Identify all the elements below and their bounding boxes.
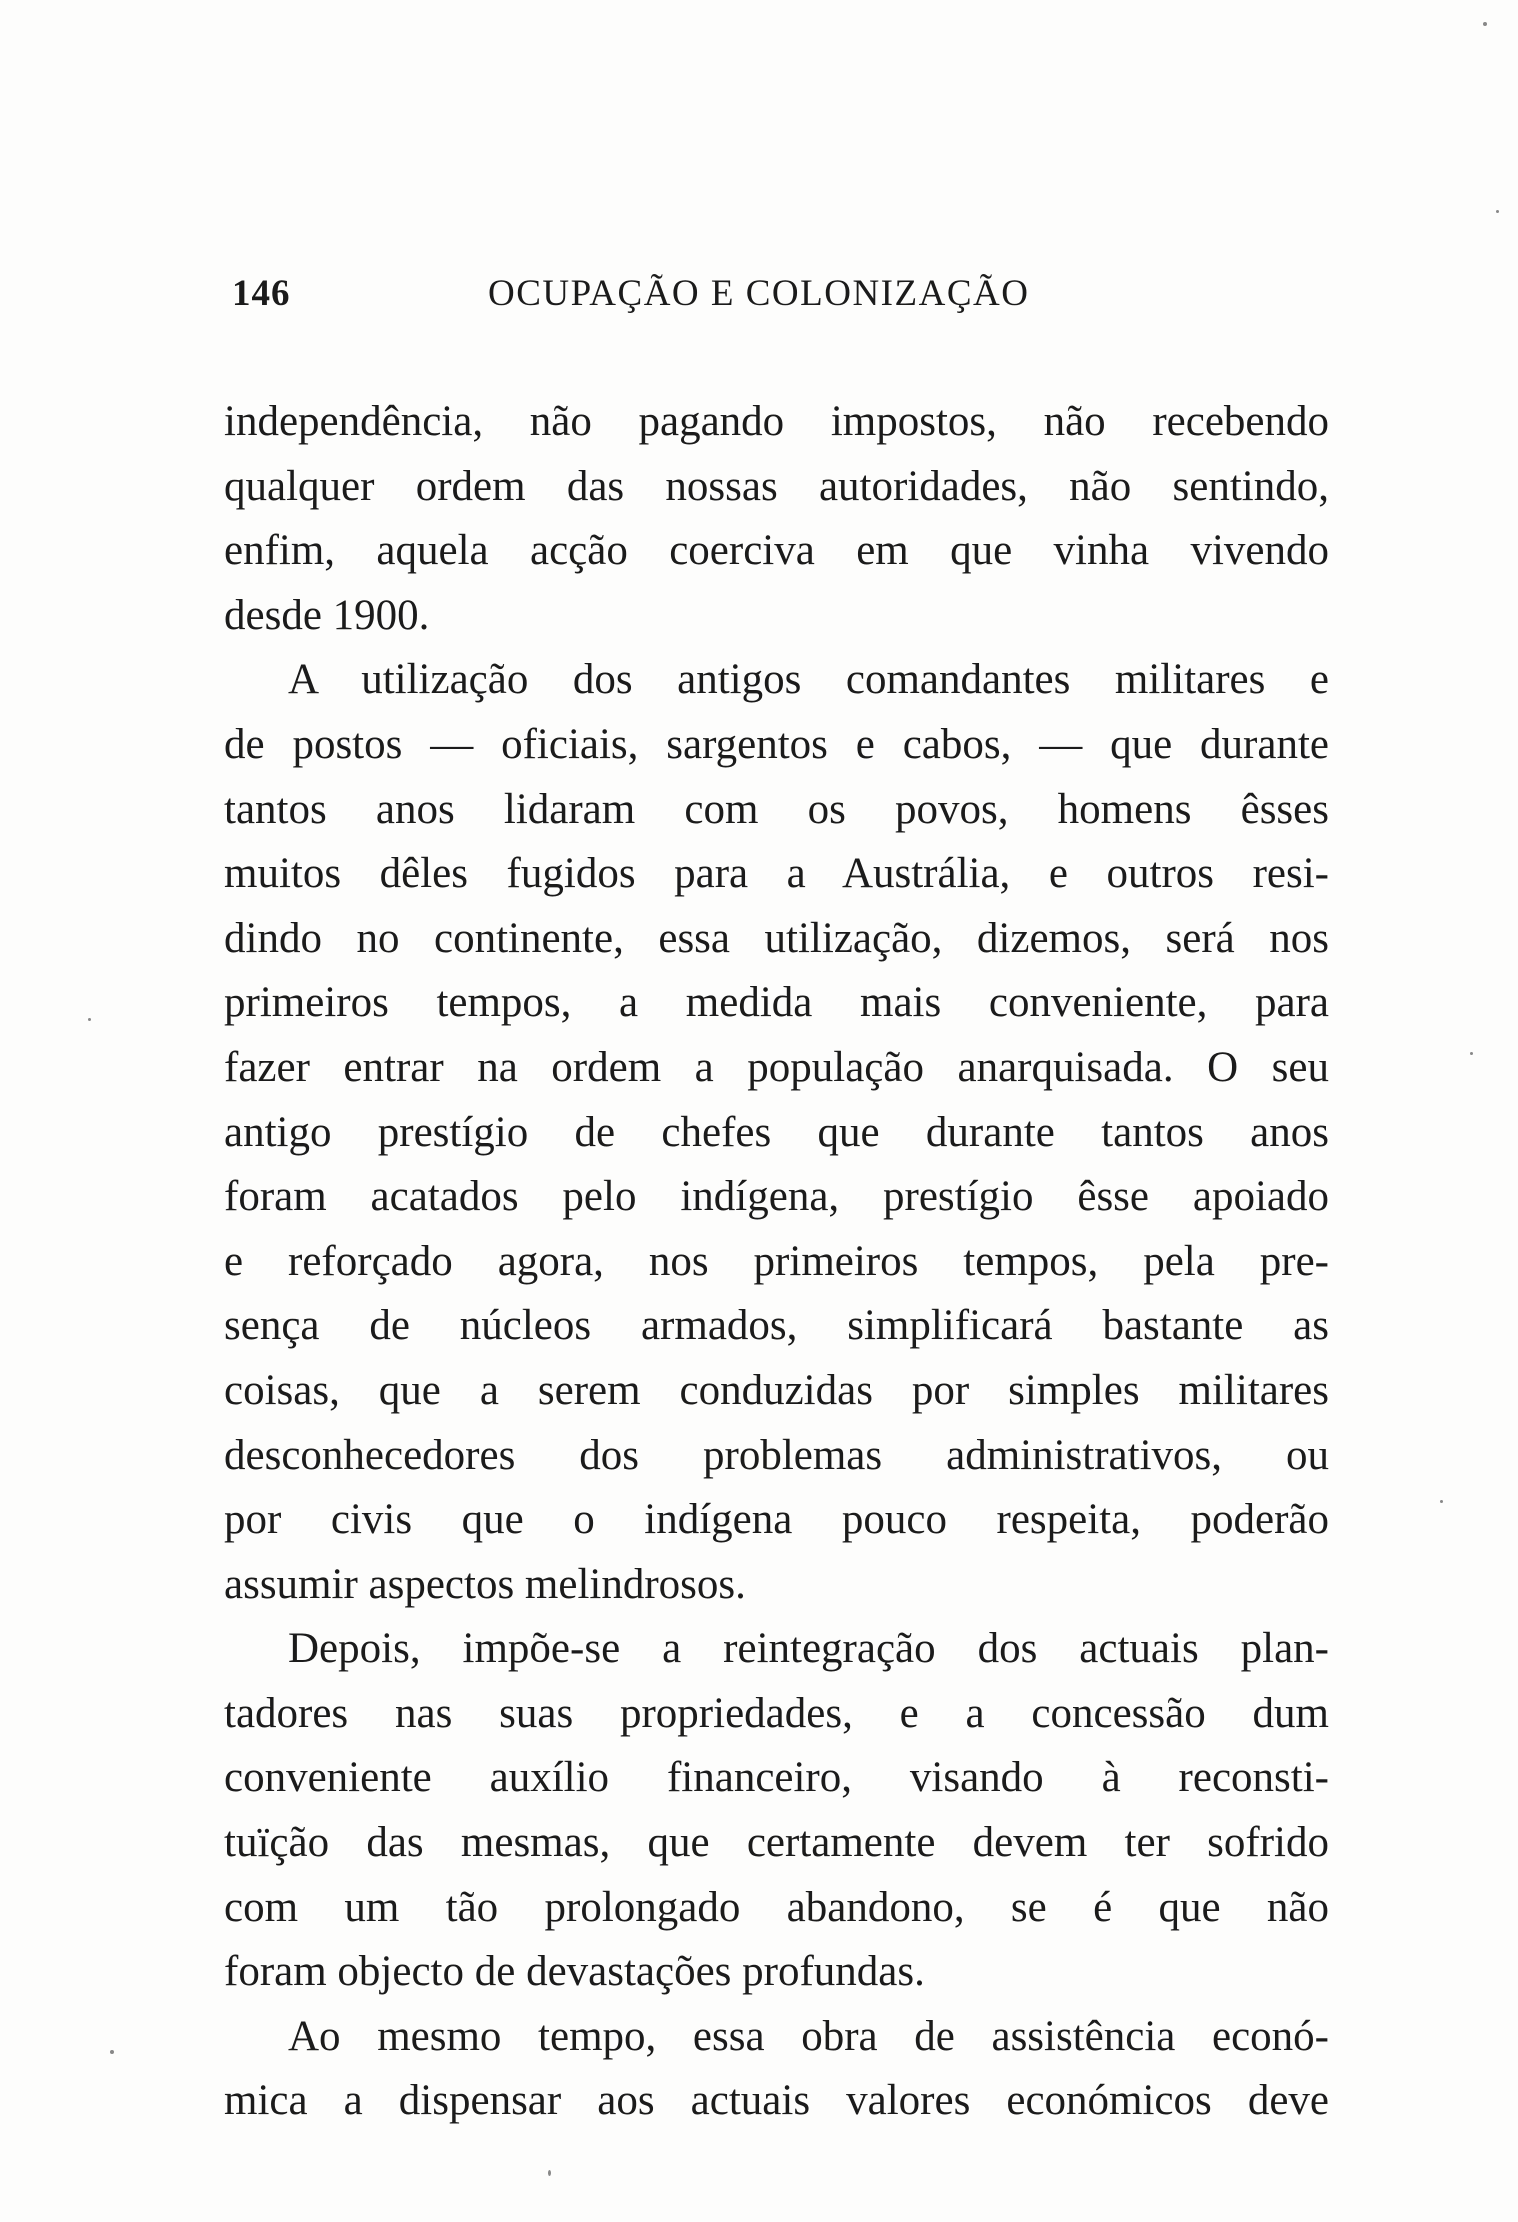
text-line: de postos — oficiais, sargentos e cabos, — que durante — [224, 720, 1329, 768]
text-line: foram objecto de devastações profundas. — [224, 1948, 925, 1996]
text-line: tantos anos lidaram com os povos, homens êsses — [224, 785, 1329, 833]
text-line: muitos dêles fugidos para a Austrália, e outros resi- — [224, 850, 1329, 898]
text-line: conveniente auxílio financeiro, visando à reconsti- — [224, 1754, 1329, 1802]
body-text — [224, 390, 1329, 2134]
text-line: A utilização dos antigos comandantes militares e — [288, 656, 1329, 704]
text-line: primeiros tempos, a medida mais conveniente, para — [224, 979, 1329, 1027]
scan-speck — [548, 2170, 551, 2176]
text-line: foram acatados pelo indígena, prestígio êsse apoiado — [224, 1173, 1329, 1221]
scan-speck — [1496, 210, 1499, 213]
text-line: com um tão prolongado abandono, se é que não — [224, 1883, 1329, 1931]
page-number: 146 — [232, 273, 291, 314]
text-line: tuïção das mesmas, que certamente devem ter sofrido — [224, 1819, 1329, 1867]
text-line: Depois, impõe-se a reintegração dos actuais plan- — [288, 1625, 1329, 1673]
text-line: enfim, aquela acção coerciva em que vinha vivendo — [224, 527, 1329, 575]
text-line: por civis que o indígena pouco respeita, poderão — [224, 1496, 1329, 1544]
text-line: mica a dispensar aos actuais valores económicos deve — [224, 2077, 1329, 2125]
text-line: sença de núcleos armados, simplificará bastante as — [224, 1302, 1329, 1350]
running-title: OCUPAÇÃO E COLONIZAÇÃO — [488, 273, 1030, 314]
text-line: desconhecedores dos problemas administrativos, ou — [224, 1431, 1329, 1479]
text-line: tadores nas suas propriedades, e a concessão dum — [224, 1689, 1329, 1737]
scan-speck — [110, 2050, 114, 2054]
text-line: assumir aspectos melindrosos. — [224, 1560, 746, 1608]
text-line: coisas, que a serem conduzidas por simples militares — [224, 1366, 1329, 1414]
text-line: fazer entrar na ordem a população anarquisada. O seu — [224, 1043, 1329, 1091]
text-line: independência, não pagando impostos, não recebendo — [224, 398, 1329, 445]
text-line: desde 1900. — [224, 591, 430, 639]
text-line: Ao mesmo tempo, essa obra de assistência econó- — [288, 2012, 1329, 2060]
text-line: antigo prestígio de chefes que durante tantos anos — [224, 1108, 1329, 1156]
text-line: qualquer ordem das nossas autoridades, não sentindo, — [224, 462, 1329, 510]
scan-speck — [1440, 1500, 1443, 1503]
scan-speck — [88, 1018, 91, 1021]
scan-speck — [1483, 22, 1487, 26]
text-line: dindo no continente, essa utilização, dizemos, será nos — [224, 914, 1329, 962]
scan-speck — [1470, 1052, 1473, 1055]
text-line: e reforçado agora, nos primeiros tempos, pela pre- — [224, 1237, 1329, 1285]
page-header — [232, 272, 1332, 322]
